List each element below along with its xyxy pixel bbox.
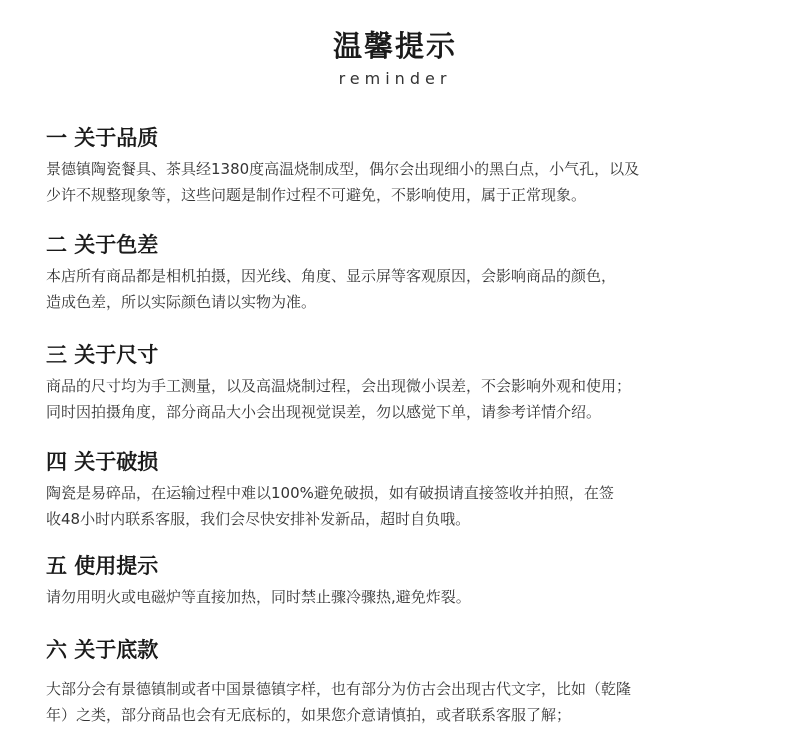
- section-text-line: 造成色差，所以实际颜色请以实物为准。: [46, 293, 317, 311]
- section-heading: 二 关于色差: [46, 233, 159, 257]
- section-body: [46, 156, 776, 208]
- section-damage: [46, 448, 776, 532]
- section-text-line: 陶瓷是易碎品，在运输过程中难以100%避免破损，如有破损请直接签收并拍照，在签: [46, 484, 614, 502]
- section-body: [46, 676, 776, 728]
- section-body: [46, 263, 776, 315]
- section-text-line: 请勿用明火或电磁炉等直接加热，同时禁止骤冷骤热,避免炸裂。: [46, 588, 471, 606]
- section-color-difference: [46, 231, 776, 315]
- section-quality: [46, 124, 776, 208]
- section-text-line: 商品的尺寸均为手工测量，以及高温烧制过程，会出现微小误差，不会影响外观和使用；: [46, 377, 632, 395]
- section-heading: 四 关于破损: [46, 450, 159, 474]
- page-subtitle: reminder: [338, 69, 452, 88]
- section-body: [46, 584, 776, 610]
- section-text-line: 年）之类，部分商品也会有无底标的，如果您介意请慎拍，或者联系客服了解；: [46, 706, 572, 724]
- section-text-line: 大部分会有景德镇制或者中国景德镇字样，也有部分为仿古会出现古代文字，比如（乾隆: [46, 680, 632, 698]
- page-title: 温馨提示: [332, 29, 457, 63]
- section-heading: 一 关于品质: [46, 126, 159, 150]
- section-text-line: 本店所有商品都是相机拍摄，因光线、角度、显示屏等客观原因，会影响商品的颜色，: [46, 267, 617, 285]
- section-text-line: 同时因拍摄角度，部分商品大小会出现视觉误差，勿以感觉下单，请参考详情介绍。: [46, 403, 602, 421]
- section-text-line: 景德镇陶瓷餐具、茶具经1380度高温烧制成型，偶尔会出现细小的黑白点，小气孔，以及: [46, 160, 640, 178]
- section-bottom-mark: [46, 636, 776, 728]
- section-heading: 五 使用提示: [46, 554, 159, 578]
- section-usage-tips: [46, 552, 776, 610]
- section-body: [46, 373, 776, 425]
- section-size: [46, 341, 776, 425]
- section-body: [46, 480, 776, 532]
- section-text-line: 收48小时内联系客服，我们会尽快安排补发新品，超时自负哦。: [46, 510, 471, 528]
- section-text-line: 少许不规整现象等，这些问题是制作过程不可避免，不影响使用，属于正常现象。: [46, 186, 587, 204]
- page-header: [0, 26, 790, 90]
- section-heading: 三 关于尺寸: [46, 343, 159, 367]
- section-heading: 六 关于底款: [46, 638, 159, 662]
